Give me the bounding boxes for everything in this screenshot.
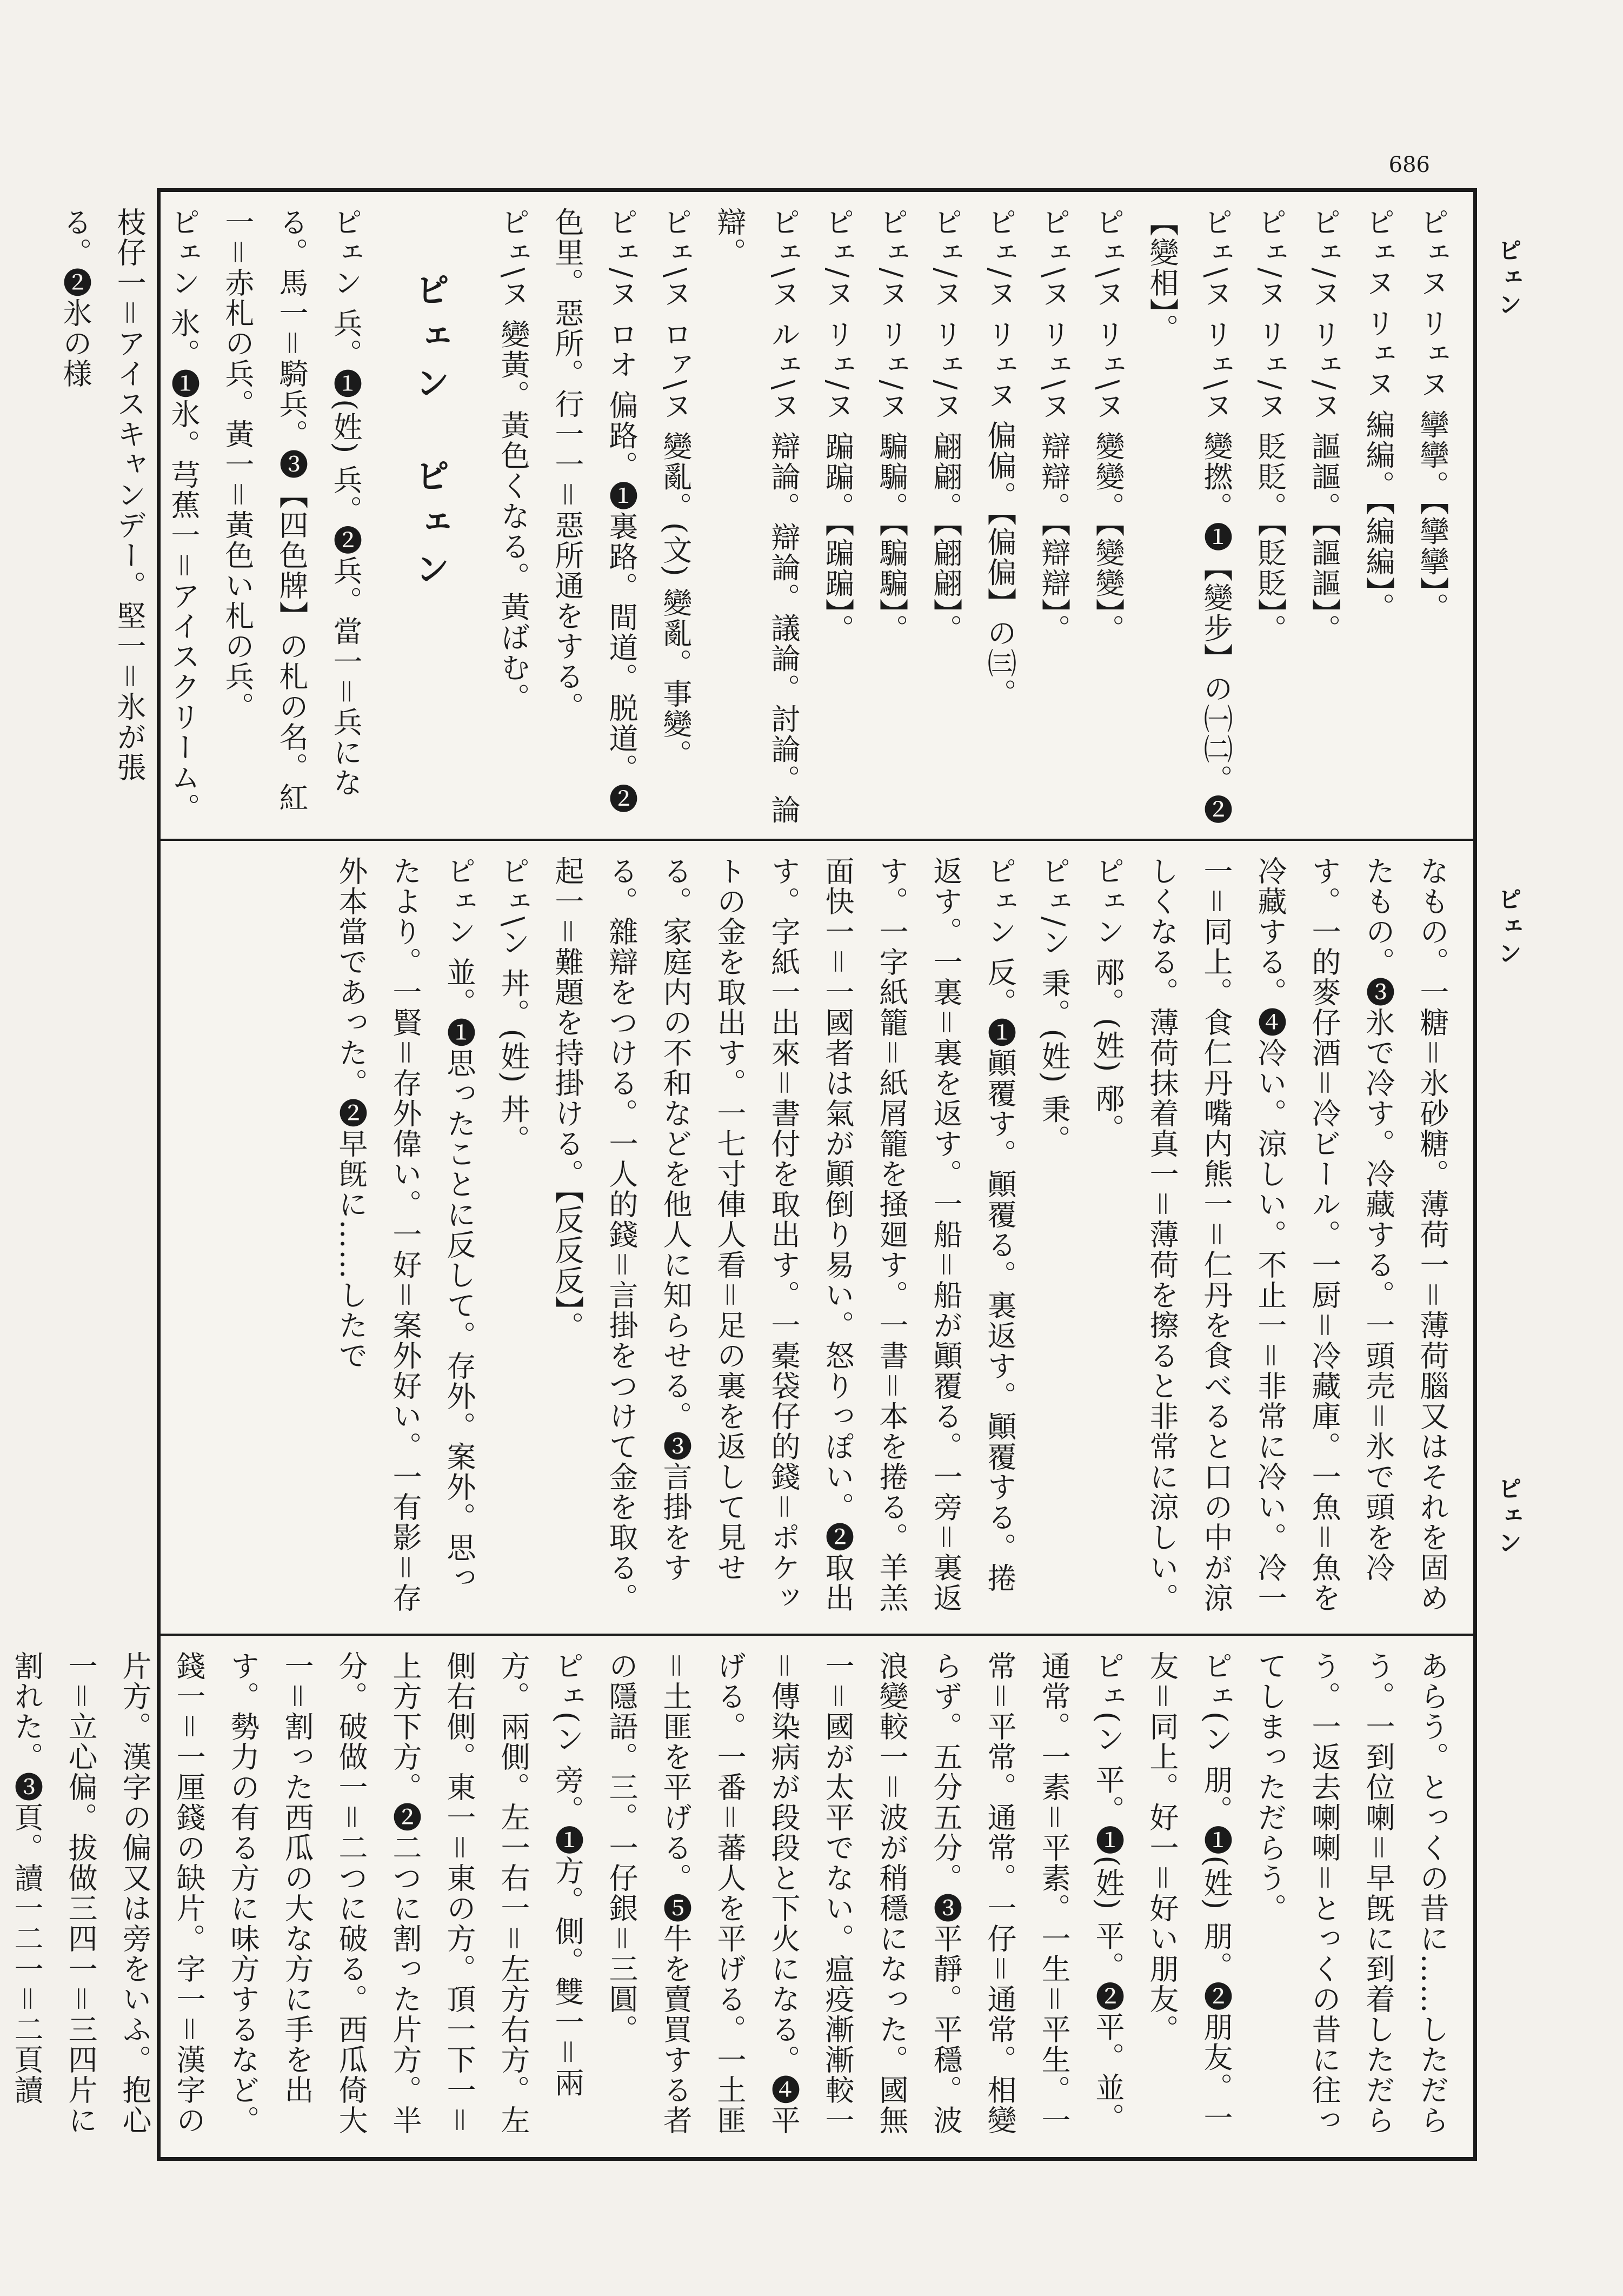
entry: ピェ/ヌ リェ/ヌ 貶貶。【貶貶】。 xyxy=(1253,207,1287,645)
running-head-bottom: ピェン xyxy=(1494,1476,1521,1557)
entry: ピェ\ヌ リェ\ヌ 變撚。❶【變步】の㈠㈡。❷【變相】。 xyxy=(1145,207,1233,825)
entry: ピェ/ヌ リェ/ヌ 翩翩。【翩翩】。 xyxy=(929,207,963,645)
entry: ピェ\ヌ 變黃。黃色くなる。黃ばむ。 xyxy=(496,207,530,713)
band-top xyxy=(58,192,1473,841)
band-bottom-columns xyxy=(10,1651,1459,2144)
entry: ピェ/ン 秉。(姓) 秉。 xyxy=(1037,856,1071,1155)
entry: ピェン 邴。(姓) 邴。 xyxy=(1091,856,1125,1144)
entry: ピェ/ヌ リェ/ヌ 謳謳。【謳謳】。 xyxy=(1307,207,1341,645)
band-top-columns xyxy=(58,207,1459,826)
spacer xyxy=(464,207,486,826)
entry: ピェン 並。❶思ったことに反して。存外。案外。思ったより。一賢＝存外偉い。一好＝案外好い。一有影＝存外本當であった。❷早旣に……したで xyxy=(334,856,476,1613)
band-bottom xyxy=(10,1636,1473,2157)
band-middle-columns xyxy=(175,856,1459,1621)
entry: ピェ(ン 朋。❶(姓) 朋。❷朋友。一友＝同上。好一＝好い朋友。 xyxy=(1145,1651,1233,2133)
entry: ピェヌ リェヌ 編編。【編編】。 xyxy=(1361,207,1395,623)
entry: ピェン 兵。❶(姓) 兵。❷兵。當一＝兵になる。馬一＝騎兵。❸【四色牌】の札の名。紅一＝赤札の兵。黃一＝黃色い札の兵。 xyxy=(221,207,363,813)
entry: あらう。とっくの昔に……しただらう。一到位喇＝早旣に到着しただらう。一返去喇喇＝とっくの昔に往ってしまっただらう。 xyxy=(1253,1651,1449,2135)
entry: ピェ\ン 丼。(姓) 丼。 xyxy=(496,856,530,1155)
section-heading: ピェン ピェン xyxy=(409,272,450,598)
entry: ピェ/ヌ リェ/ヌ 蹁蹁。【蹁蹁】。 xyxy=(821,207,855,645)
entry: ピェ/ヌ ロオ 偏路。❶裏路。間道。脱道。❷色里。惡所。行一一＝惡所通をする。 xyxy=(550,207,638,814)
page-number: 686 xyxy=(1388,152,1430,177)
entry: ピェ(ン 平。❶(姓) 平。❷平。並。通常。一素＝平素。一生＝平生。一常＝平常。通常。一仔＝通常。相變らず。五分五分。❸平靜。平穩。波浪變較一＝波が稍穩になった。國無一＝國が太平でない。瘟疫漸漸較一＝傳染病が段段と下火になる。❹平げる。一番＝蕃人を平げる。一土匪＝土匪を平げる。❺牛を賣買する者の隱語。三。一仔銀＝三圓。 xyxy=(604,1651,1125,2135)
running-head-middle: ピェン xyxy=(1494,887,1521,968)
entry: ピェ\ヌ リェ\ヌ 變變。【變變】。 xyxy=(1091,207,1125,645)
entry: ピェ/ヌ リェヌ 偏偏。【偏偏】の㈢。 xyxy=(983,207,1017,709)
spacer xyxy=(373,207,394,826)
entry: なもの。一糖＝氷砂糖。薄荷一＝薄荷腦又はそれを固めたもの。❸氷で冷す。冷藏する。一頭売＝氷で頭を冷す。一的麥仔酒＝冷ビール。一厨＝冷藏庫。一魚＝魚を冷藏する。❹冷い。涼しい。不止一＝非常に冷い。冷一一＝同上。食仁丹嘴内熊一＝仁丹を食べると口の中が涼しくなる。薄荷抹着真一＝薄荷を擦ると非常に涼しい。 xyxy=(1145,856,1449,1613)
entry: ピェ\ヌ ロァ\ヌ 變亂。(文) 變亂。事變。 xyxy=(658,207,693,770)
entry: ピェン 氷。❶氷。芎蕉一＝アイスクリーム。枝仔一＝アイスキャンデー。堅一＝氷が張る。❷氷の様 xyxy=(58,207,201,824)
entry: ピェ(ン 旁。❶方。側。雙一＝兩方。兩側。左一右一＝左方右方。左側右側。東一＝東の方。頂一下一＝上方下方。❷二つに割った片方。半分。破做一＝二つに破る。西瓜倚大一＝割った西瓜の大な方に手を出す。勢力の有る方に味方するなど。錢一＝一厘錢の缺片。字一＝漢字の片方。漢字の偏又は旁をいふ。抱心一＝立心偏。拔做三四一＝三四片に割れた。❸頁。讀一二一＝二頁讀 xyxy=(10,1651,584,2135)
entry: ピェ\ヌ ルェ\ヌ 辯論。辯論。議論。討論。論辯。 xyxy=(713,207,801,825)
page-frame xyxy=(10,188,1477,2161)
running-head-top: ピェン xyxy=(1494,238,1521,319)
band-middle xyxy=(161,841,1473,1636)
entry: ピェ\ヌ リェ\ヌ 辯辯。【辯辯】。 xyxy=(1037,207,1071,645)
entry: ピェヌ リェヌ 攣攣。【攣攣】。 xyxy=(1415,207,1449,623)
entry: ピェ/ヌ リェ/ヌ 騙騙。【騙騙】。 xyxy=(875,207,909,645)
entry: ピェン 反。❶顚覆す。顚覆る。裏返す。顚覆する。捲返す。一裏＝裏を返す。一船＝船が顚覆る。一旁＝裏返す。一字紙籠＝紙屑籠を掻廻す。一書＝本を捲る。羊羔面快一＝一國者は氣が顚倒り易い。怒りっぽい。❷取出す。字紙一出來＝書付を取出す。一橐袋仔的錢＝ポケットの金を取出す。一七寸俥人看＝足の裏を返して見せる。家庭内の不和などを他人に知らせる。❸言掛をする。雜辯をつける。一人的錢＝言掛をつけて金を取る。起一＝難題を持掛ける。【反反反】。 xyxy=(550,856,1017,1613)
